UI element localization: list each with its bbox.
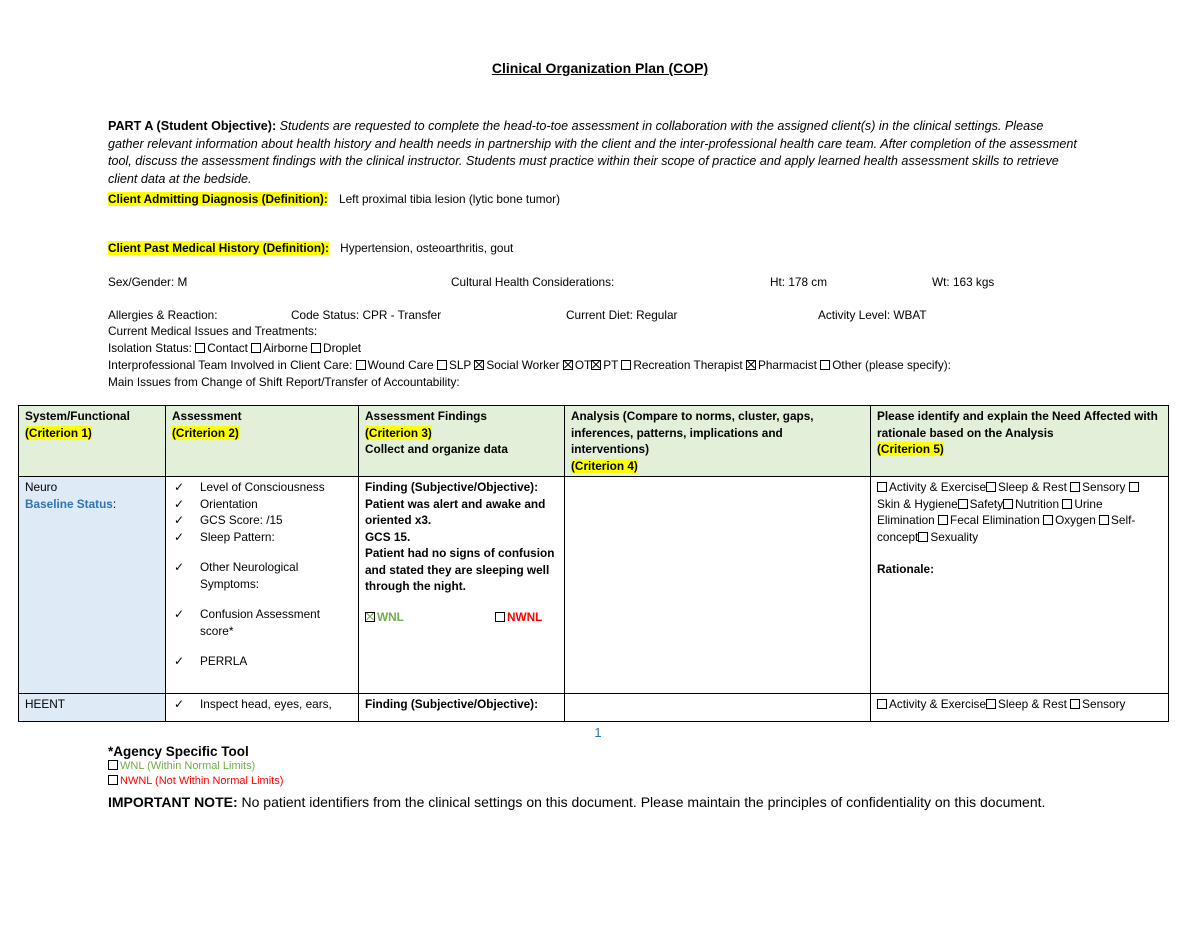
medical-issues: Current Medical Issues and Treatments: [108, 324, 318, 338]
need-option: Sexuality [930, 529, 979, 544]
list-item: ✓ Confusion Assessment score* [172, 606, 352, 639]
header-label: Analysis (Compare to norms, cluster, gaps, inferences, patterns, implications and interventions) [571, 409, 814, 456]
team-option: Wound Care [367, 358, 434, 372]
footer [108, 744, 1108, 812]
checkbox-icon[interactable] [251, 343, 261, 353]
need-option: Oxygen [1055, 513, 1096, 527]
important-note-label: IMPORTANT NOTE: [108, 794, 238, 810]
pmh-label: Client Past Medical History (Definition): [108, 241, 329, 255]
wnl-option[interactable] [365, 609, 404, 626]
page-number: 1 [594, 725, 602, 740]
need-option: Activity & Exercise [889, 480, 987, 494]
need-option: Self-concept [877, 513, 1136, 544]
important-note-text: No patient identifiers from the clinical settings on this document. Please maintain the principles of confidentiality on this document. [241, 794, 1046, 810]
header-label: Please identify and explain the Need Affected with rationale based on the Analysis [877, 409, 1158, 440]
needs-checklist [877, 479, 1162, 545]
need-option: Urine Elimination [877, 496, 1103, 527]
finding-text: Patient was alert and awake and oriented x3. [365, 496, 546, 527]
checkbox-icon[interactable] [918, 532, 928, 542]
team-option: Social Worker [486, 358, 560, 372]
weight: Wt: 163 kgs [932, 275, 995, 289]
header-findings [359, 406, 565, 477]
assessment-checklist [172, 479, 352, 670]
allergies: Allergies & Reaction: [108, 308, 218, 322]
nwnl-legend [108, 774, 1108, 789]
need-option: Sleep & Rest [998, 697, 1067, 711]
team-option: PT [603, 358, 619, 372]
checkbox-icon[interactable] [1070, 482, 1080, 492]
need-option: Sleep & Rest [998, 480, 1067, 494]
nwnl-legend-text: NWNL (Not Within Normal Limits) [120, 775, 284, 787]
isolation-option: Contact [207, 341, 248, 355]
isolation-status [108, 340, 361, 357]
admitting-diagnosis [108, 191, 560, 208]
findings-cell[interactable] [359, 477, 565, 694]
important-note [108, 792, 1068, 812]
admitting-value: Left proximal tibia lesion (lytic bone tumor) [339, 192, 561, 206]
code-status: Code Status: CPR - Transfer [291, 308, 442, 322]
need-affected-cell[interactable] [871, 477, 1169, 694]
criterion-label: (Criterion 1) [25, 425, 92, 440]
checkbox-icon[interactable] [1129, 482, 1139, 492]
checkbox-icon [108, 775, 118, 785]
need-option: Fecal Elimination [949, 513, 1040, 527]
baseline-colon: : [112, 496, 117, 511]
table-header-row [19, 406, 1169, 477]
checkbox-icon[interactable] [1043, 515, 1053, 525]
current-diet: Current Diet: Regular [566, 308, 678, 322]
admitting-label: Client Admitting Diagnosis (Definition): [108, 192, 328, 206]
checkbox-icon[interactable] [877, 699, 887, 709]
assessment-table [18, 405, 1169, 722]
activity-level: Activity Level: WBAT [818, 308, 927, 322]
checkbox-icon[interactable] [437, 360, 447, 370]
list-item: ✓ Inspect head, eyes, ears, [172, 696, 352, 713]
baseline-status-label: Baseline Status [25, 496, 113, 511]
nwnl-option[interactable] [495, 609, 542, 626]
part-a-label: PART A (Student Objective): [108, 119, 277, 133]
header-label: Assessment Findings [365, 409, 487, 423]
header-analysis [565, 406, 871, 477]
list-item: ✓ Other Neurological Symptoms: [172, 559, 352, 592]
analysis-cell[interactable] [565, 477, 871, 694]
assessment-cell [166, 694, 359, 722]
table-row-heent [19, 694, 1169, 722]
isolation-label: Isolation Status: [108, 341, 192, 355]
wnl-legend [108, 759, 1108, 774]
system-name: Neuro [25, 480, 58, 494]
checkbox-icon[interactable] [356, 360, 366, 370]
header-need-affected [871, 406, 1169, 477]
part-a-text: Students are requested to complete the head-to-toe assessment in collaboration with the assigned client(s) in the clinical settings. Please gather relevant information about health history and health needs in partnership with the client and the inter-professional health care team. After completion of the assessment tool, discuss the assessment findings with the clinical instructor. Students must practice within their scope of practice and apply learned health assessment skills to retrieve client data at the bedside. [108, 119, 1077, 186]
list-item: ✓ Sleep Pattern: [172, 529, 352, 546]
team-option: Other (please specify): [832, 358, 951, 372]
checked-checkbox-icon[interactable] [746, 360, 756, 370]
team-option: Pharmacist [757, 358, 817, 372]
checkbox-icon[interactable] [1003, 499, 1013, 509]
list-item: ✓ PERRLA [172, 653, 352, 670]
list-item: ✓ Orientation [172, 496, 352, 513]
checkbox-icon[interactable] [495, 612, 505, 622]
table-row-neuro [19, 477, 1169, 694]
part-a-paragraph [108, 118, 1078, 188]
finding-text: GCS 15. [365, 529, 411, 544]
cultural-considerations: Cultural Health Considerations: [451, 275, 615, 289]
team-option: SLP [448, 358, 472, 372]
checked-checkbox-icon[interactable] [591, 360, 601, 370]
finding-label: Finding (Subjective/Objective): [365, 697, 539, 711]
wnl-label: WNL [377, 609, 404, 624]
nwnl-label: NWNL [507, 609, 543, 624]
need-option: Nutrition [1015, 496, 1060, 511]
checked-checkbox-icon[interactable] [365, 612, 375, 622]
checkbox-icon[interactable] [820, 360, 830, 370]
team-option: Recreation Therapist [633, 358, 743, 372]
checkbox-icon[interactable] [986, 482, 996, 492]
checkbox-icon[interactable] [1062, 499, 1072, 509]
checked-checkbox-icon[interactable] [474, 360, 484, 370]
header-sublabel: Collect and organize data [365, 442, 508, 456]
header-assessment [166, 406, 359, 477]
checkbox-icon[interactable] [195, 343, 205, 353]
height: Ht: 178 cm [770, 275, 828, 289]
assessment-cell [166, 477, 359, 694]
header-label: Assessment [172, 409, 242, 423]
system-cell [19, 477, 166, 694]
main-issues: Main Issues from Change of Shift Report/Transfer of Accountability: [108, 375, 460, 389]
page-title: Clinical Organization Plan (COP) [491, 60, 709, 76]
checkbox-icon[interactable] [1099, 515, 1109, 525]
checkbox-icon[interactable] [877, 482, 887, 492]
criterion-label: (Criterion 4) [571, 458, 638, 473]
need-option: Skin & Hygiene [877, 496, 958, 511]
checkbox-icon[interactable] [621, 360, 631, 370]
header-label: System/Functional [25, 409, 130, 423]
criterion-label: (Criterion 2) [172, 425, 239, 440]
checkbox-icon[interactable] [938, 515, 948, 525]
checkbox-icon[interactable] [311, 343, 321, 353]
checked-checkbox-icon[interactable] [563, 360, 573, 370]
isolation-option: Droplet [323, 341, 362, 355]
pmh-value: Hypertension, osteoarthritis, gout [340, 241, 514, 255]
interprofessional-team [108, 357, 951, 374]
rationale-label: Rationale: [877, 562, 935, 576]
criterion-label: (Criterion 5) [877, 442, 944, 456]
header-system [19, 406, 166, 477]
assessment-checklist [172, 696, 352, 713]
need-affected-cell[interactable] [871, 694, 1169, 722]
need-option: Sensory [1082, 480, 1126, 494]
criterion-label: (Criterion 3) [365, 425, 432, 440]
checkbox-icon[interactable] [958, 499, 968, 509]
list-item: ✓ GCS Score: /15 [172, 512, 352, 529]
isolation-option: Airborne [263, 341, 308, 355]
wnl-legend-text: WNL (Within Normal Limits) [120, 760, 256, 772]
analysis-cell[interactable] [565, 694, 871, 722]
list-item: ✓ Level of Consciousness [172, 479, 352, 496]
checkbox-icon[interactable] [986, 699, 996, 709]
past-medical-history [108, 240, 513, 257]
team-option: OT [574, 358, 592, 372]
checkbox-icon [108, 760, 118, 770]
wnl-nwnl-row [365, 609, 558, 627]
sex-gender: Sex/Gender: M [108, 275, 188, 289]
finding-text: Patient had no signs of confusion and stated they are sleeping well through the night. [365, 546, 555, 593]
checkbox-icon[interactable] [1070, 699, 1080, 709]
agency-note: *Agency Specific Tool [108, 744, 249, 759]
team-label: Interprofessional Team Involved in Client Care: [108, 358, 353, 372]
need-option: Sensory [1082, 697, 1126, 711]
need-option: Activity & Exercise [889, 697, 987, 711]
finding-label: Finding (Subjective/Objective): [365, 480, 539, 494]
findings-cell[interactable] [359, 694, 565, 722]
need-option: Safety [969, 496, 1004, 511]
system-cell: HEENT [19, 694, 166, 722]
